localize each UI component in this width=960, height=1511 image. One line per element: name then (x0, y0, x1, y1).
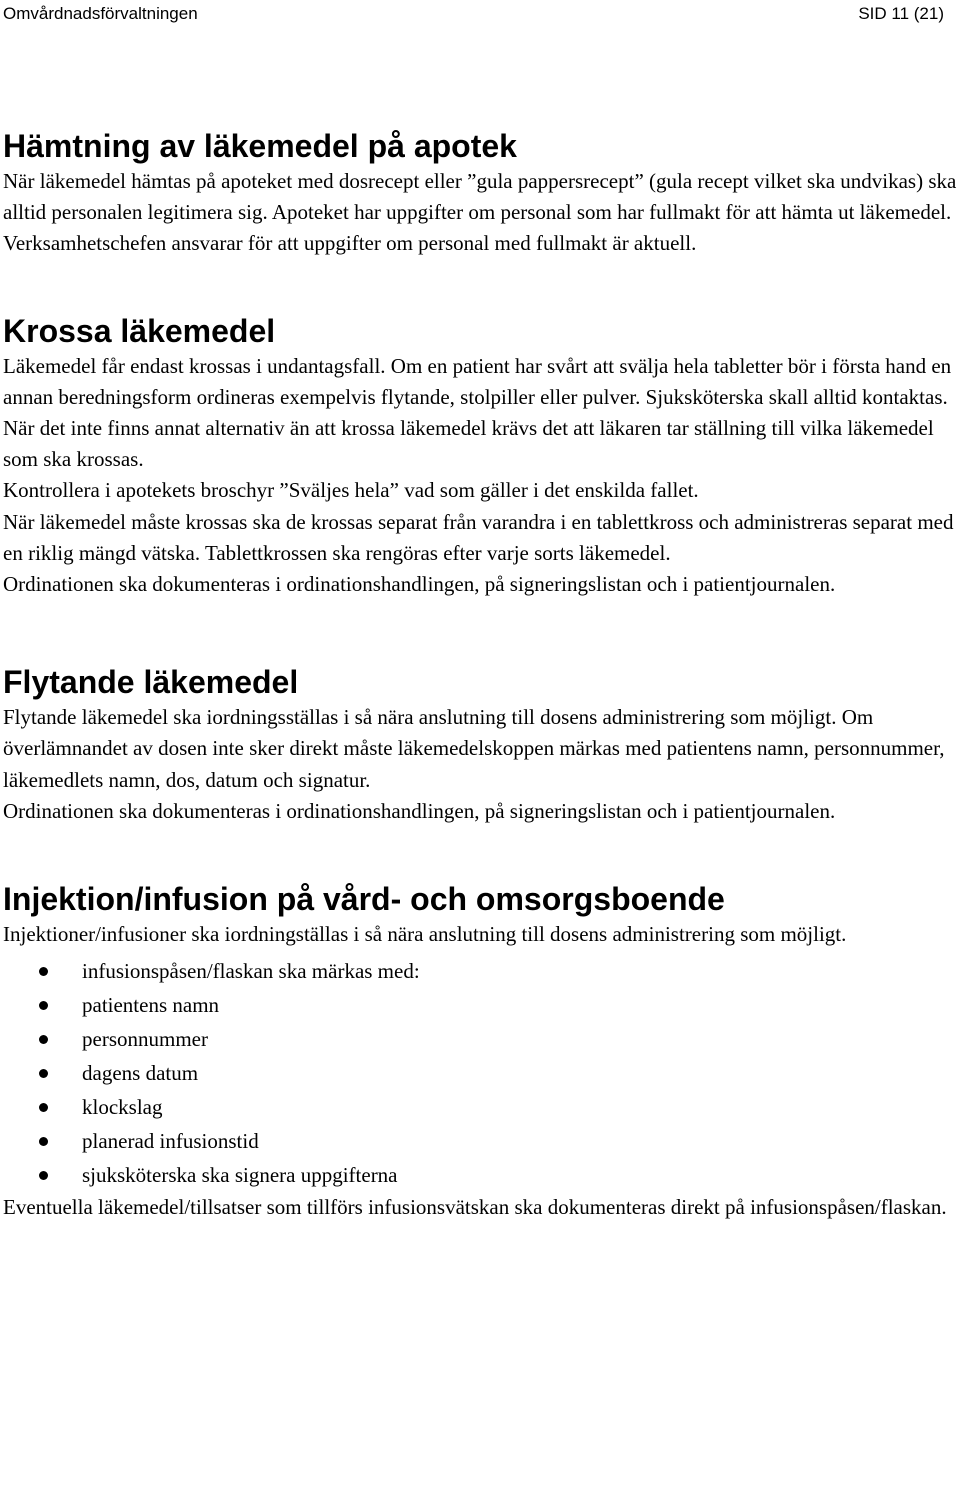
paragraph: När läkemedel hämtas på apoteket med dosrecept eller ”gula pappersrecept” (gula recept vilket ska undvikas) ska alltid personalen legitimera sig. Apoteket har uppgifter om personal som har fullmakt för att hämta ut läkemedel. Verksamhetschefen ansvarar för att uppgifter om personal med fullmakt är aktuell. (3, 169, 957, 256)
section-flytande (3, 662, 958, 827)
section-hamtning (3, 126, 958, 260)
list-item: dagens datum (3, 1056, 958, 1090)
paragraph: Ordinationen ska dokumenteras i ordinationshandlingen, på signeringslistan och i patientjournalen. (3, 798, 836, 823)
paragraph-intro: Injektioner/infusioner ska iordningställas i så nära anslutning till dosens administrering som möjligt. (3, 922, 847, 947)
list-item: klockslag (3, 1090, 958, 1124)
paragraph: Ordinationen ska dokumenteras i ordinationshandlingen, på signeringslistan och i patientjournalen. (3, 572, 836, 597)
bullet-icon (39, 967, 48, 976)
bullet-list (3, 954, 958, 1192)
bullet-icon (39, 1103, 48, 1112)
paragraph: Kontrollera i apotekets broschyr ”Sväljes hela” vad som gäller i det enskilda fallet. (3, 478, 699, 503)
paragraph: När läkemedel måste krossas ska de krossas separat från varandra i en tablettkross och administreras separat med en riklig mängd vätska. Tablettkrossen ska rengöras efter varje sorts läkemedel. (3, 509, 954, 565)
section-title: Krossa läkemedel (3, 312, 276, 349)
paragraph: När det inte finns annat alternativ än att krossa läkemedel krävs det att läkaren tar ställning till vilka läkemedel som ska krossas. (3, 416, 934, 472)
list-item: planerad infusionstid (3, 1124, 958, 1158)
document-body (3, 126, 958, 1223)
paragraph-outro: Eventuella läkemedel/tillsatser som tillförs infusionsvätskan ska dokumenteras direkt på infusionspåsen/flaskan. (3, 1195, 947, 1220)
section-title: Injektion/infusion på vård- och omsorgsboende (3, 881, 725, 918)
section-krossa (3, 311, 958, 601)
list-item: patientens namn (3, 988, 958, 1022)
bullet-icon (39, 1069, 48, 1078)
header-org: Omvårdnadsförvaltningen (3, 4, 198, 23)
section-title: Hämtning av läkemedel på apotek (3, 128, 517, 164)
bullet-icon (39, 1137, 48, 1146)
section-injektion (3, 879, 958, 1223)
list-item: infusionspåsen/flaskan ska märkas med: (3, 954, 958, 988)
list-item: sjuksköterska ska signera uppgifterna (3, 1158, 958, 1192)
paragraph: Läkemedel får endast krossas i undantagsfall. Om en patient har svårt att svälja hela tabletter bör i första hand en annan beredningsform ordineras exempelvis flytande, stolpiller eller pulver. Sjuksköterska skall alltid kontaktas. (3, 353, 952, 409)
header-page-number: SID 11 (21) (858, 4, 944, 23)
bullet-icon (39, 1035, 48, 1044)
paragraph: Flytande läkemedel ska iordningsställas i så nära anslutning till dosens administrering som möjligt. Om överlämnandet av dosen inte sker direkt måste läkemedelskoppen märkas med patientens namn, personnummer, läkemedlets namn, dos, datum och signatur. (3, 705, 945, 792)
section-title: Flytande läkemedel (3, 664, 299, 701)
bullet-icon (39, 1001, 48, 1010)
list-item: personnummer (3, 1022, 958, 1056)
bullet-icon (39, 1171, 48, 1180)
